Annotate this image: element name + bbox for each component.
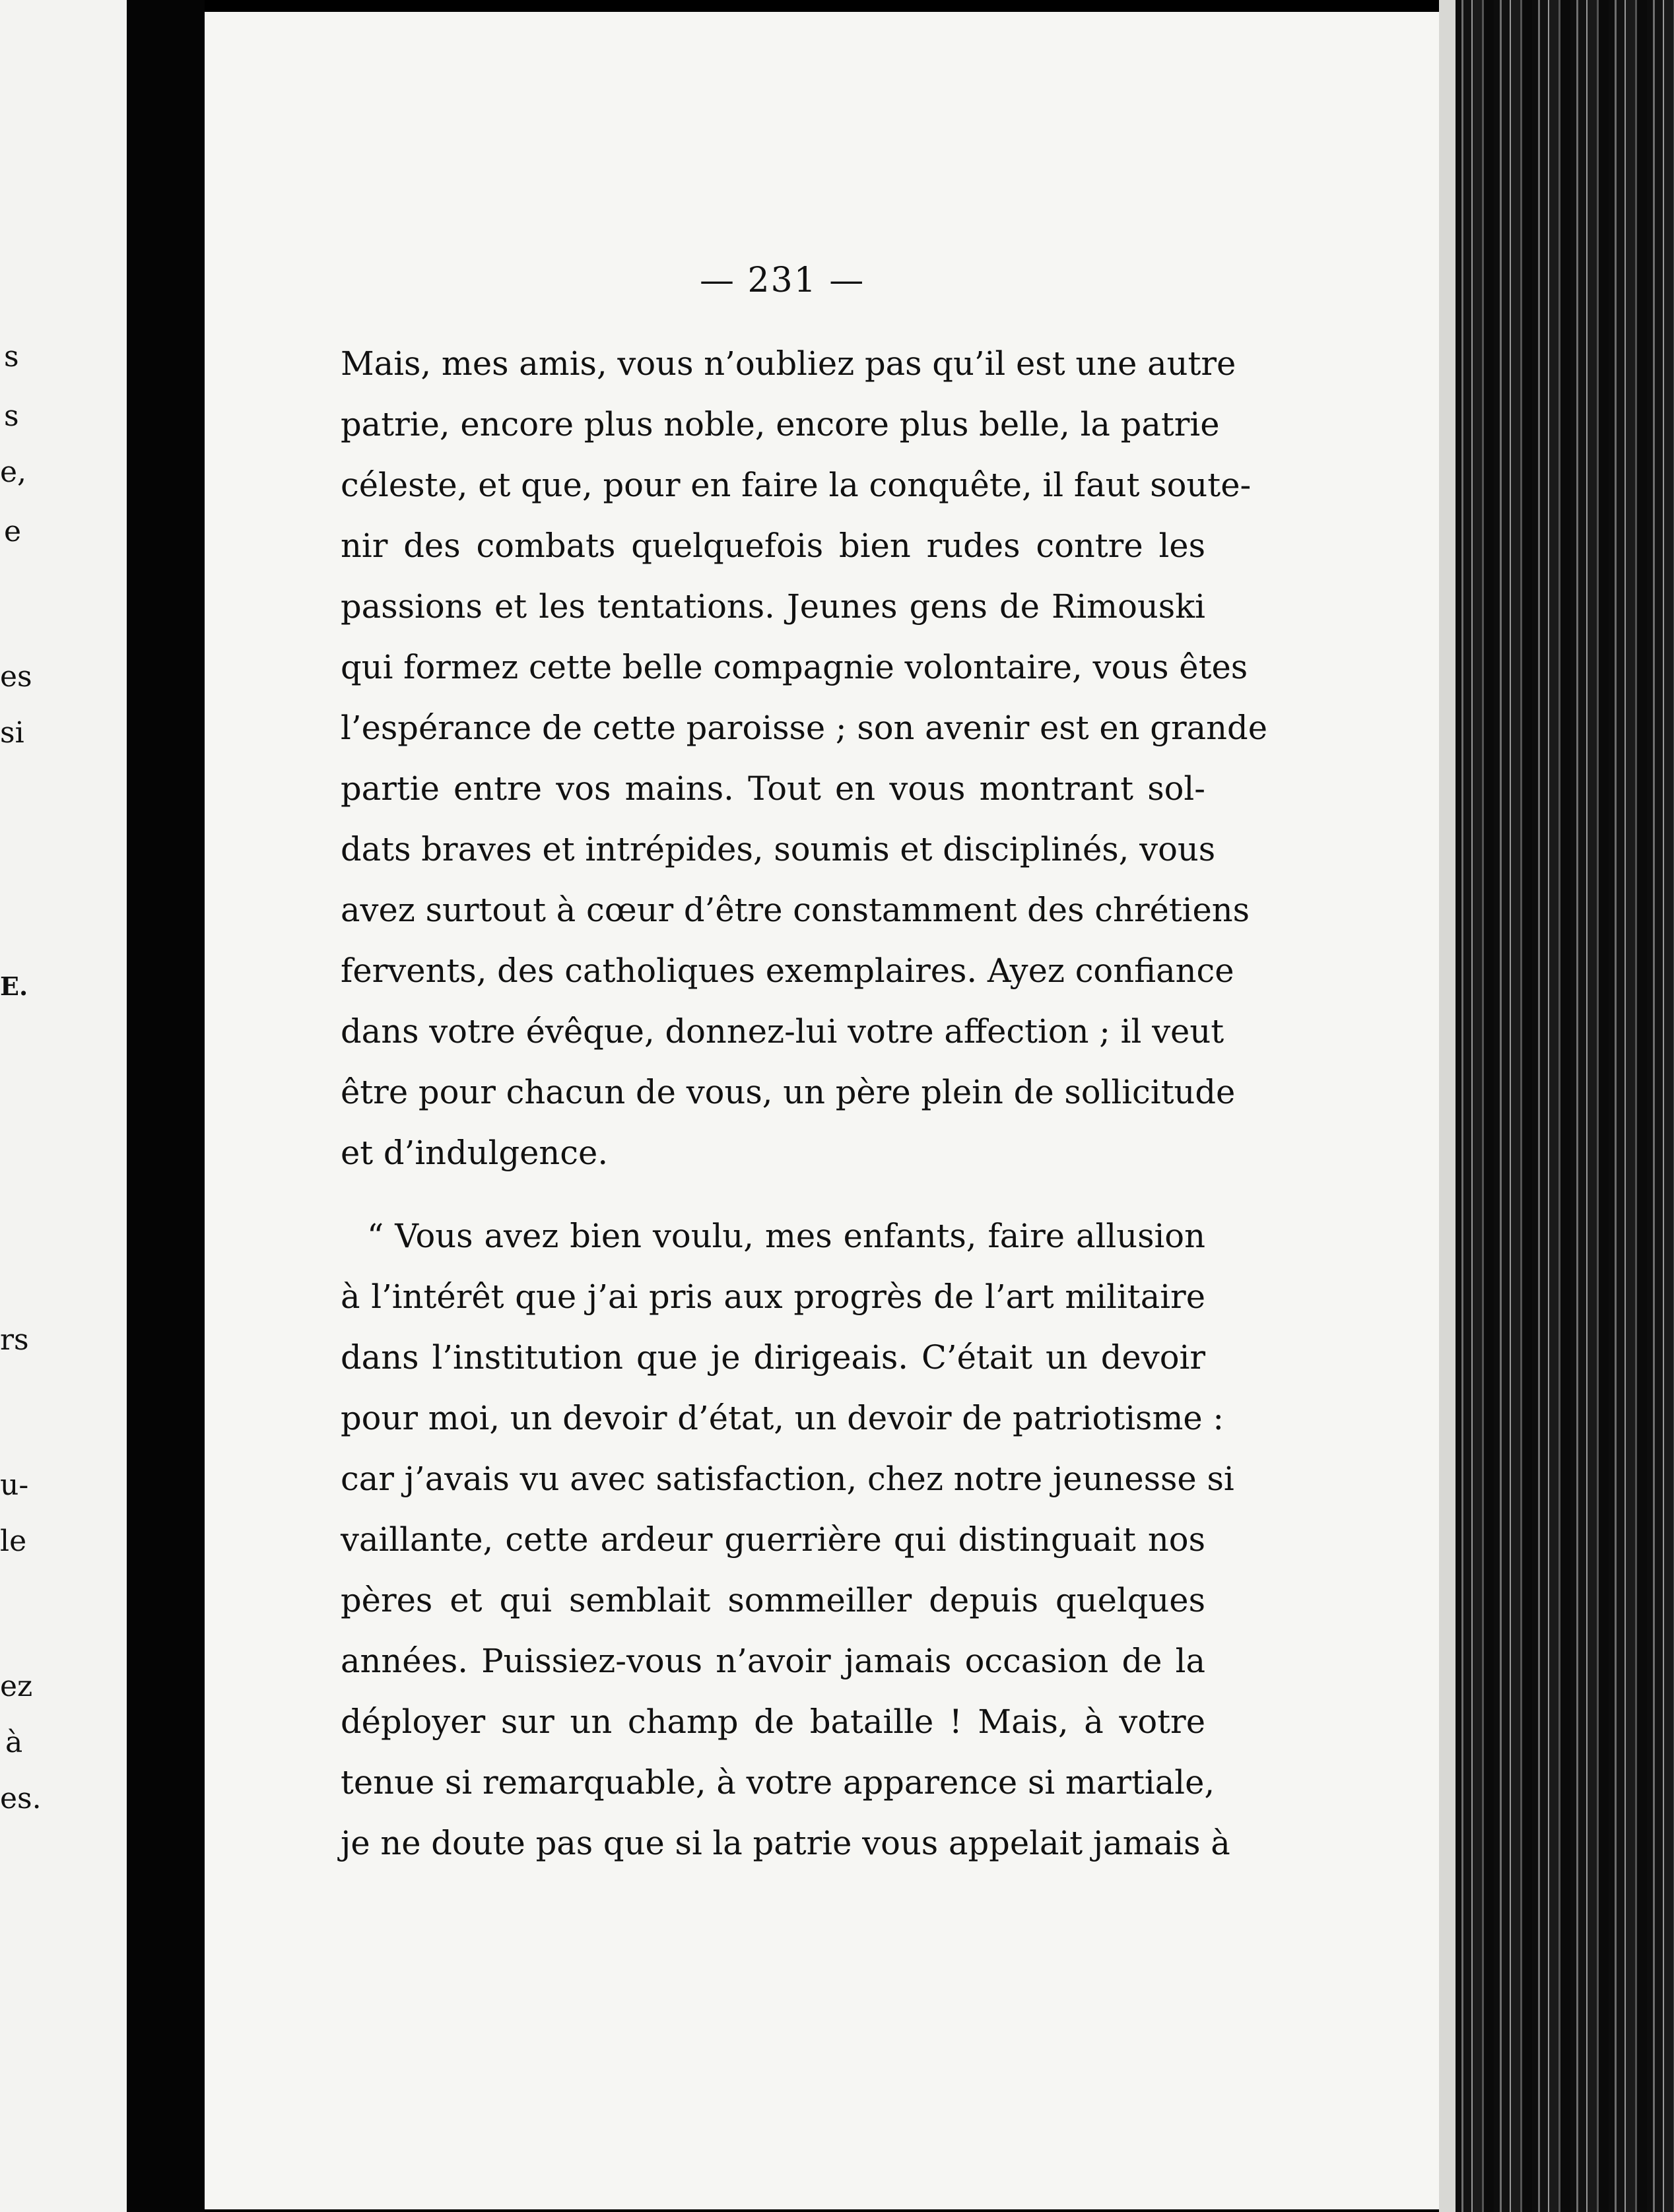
left-page-fragment: E. [0,971,28,1001]
page-number: — 231 — [700,261,865,300]
text-line: déployer sur un champ de bataille ! Mais, à votre [341,1703,1205,1741]
text-line: avez surtout à cœur d’être constamment des chrétiens [341,891,1250,929]
text-line: dans votre évêque, donnez-lui votre affection ; il veut [341,1012,1224,1051]
paragraph-gap [341,1183,1205,1206]
book-gutter [127,0,205,2212]
text-line: et d’indulgence. [341,1134,609,1172]
text-line: années. Puissiez-vous n’avoir jamais occasion de la [341,1642,1205,1680]
paragraph-1 [341,333,1267,1183]
text-line: être pour chacun de vous, un père plein de sollicitude [341,1073,1236,1111]
left-page-fragment: s [4,340,19,374]
adjacent-left-page [0,0,127,2212]
left-page-fragment: à [5,1726,23,1759]
text-line: vaillante, cette ardeur guerrière qui distinguait nos [341,1520,1205,1559]
text-line: passions et les tentations. Jeunes gens de Rimouski [341,587,1205,626]
left-page-fragment: le [0,1524,27,1558]
text-line: patrie, encore plus noble, encore plus belle, la patrie [341,405,1220,443]
left-page-fragment: es. [0,1782,42,1815]
text-line: à l’intérêt que j’ai pris aux progrès de l’art militaire [341,1278,1205,1316]
text-line: je ne doute pas que si la patrie vous appelait jamais à [341,1824,1230,1862]
text-line: partie entre vos mains. Tout en vous montrant sol- [341,769,1205,808]
body-text [341,333,1267,1873]
text-line: qui formez cette belle compagnie volontaire, vous êtes [341,648,1248,686]
left-page-fragment: e [4,515,22,548]
left-page-fragment: u- [0,1468,29,1502]
text-line: dats braves et intrépides, soumis et disciplinés, vous [341,830,1216,868]
left-page-fragment: e, [0,455,27,489]
text-line: tenue si remarquable, à votre apparence si martiale, [341,1763,1215,1802]
paragraph-2 [341,1206,1234,1873]
text-line: céleste, et que, pour en faire la conquête, il faut soute- [341,466,1252,504]
left-page-fragment: ez [0,1670,33,1703]
text-line: “ Vous avez bien voulu, mes enfants, faire allusion [367,1217,1205,1255]
book-fore-edge [1456,0,1674,2212]
left-page-fragment: si [0,716,24,750]
left-page-fragment: es [0,660,32,694]
text-line: fervents, des catholiques exemplaires. Ayez confiance [341,952,1234,990]
text-line: l’espérance de cette paroisse ; son avenir est en grande [341,709,1267,747]
left-page-fragment: s [4,399,19,433]
text-line: Mais, mes amis, vous n’oubliez pas qu’il est une autre [341,344,1236,383]
text-line: nir des combats quelquefois bien rudes contre les [341,527,1205,565]
text-line: dans l’institution que je dirigeais. C’était un devoir [341,1338,1205,1377]
text-line: car j’avais vu avec satisfaction, chez notre jeunesse si [341,1460,1234,1498]
text-line: pour moi, un devoir d’état, un devoir de patriotisme : [341,1399,1224,1437]
left-page-fragment: rs [0,1323,29,1357]
text-line: pères et qui semblait sommeiller depuis quelques [341,1581,1205,1619]
